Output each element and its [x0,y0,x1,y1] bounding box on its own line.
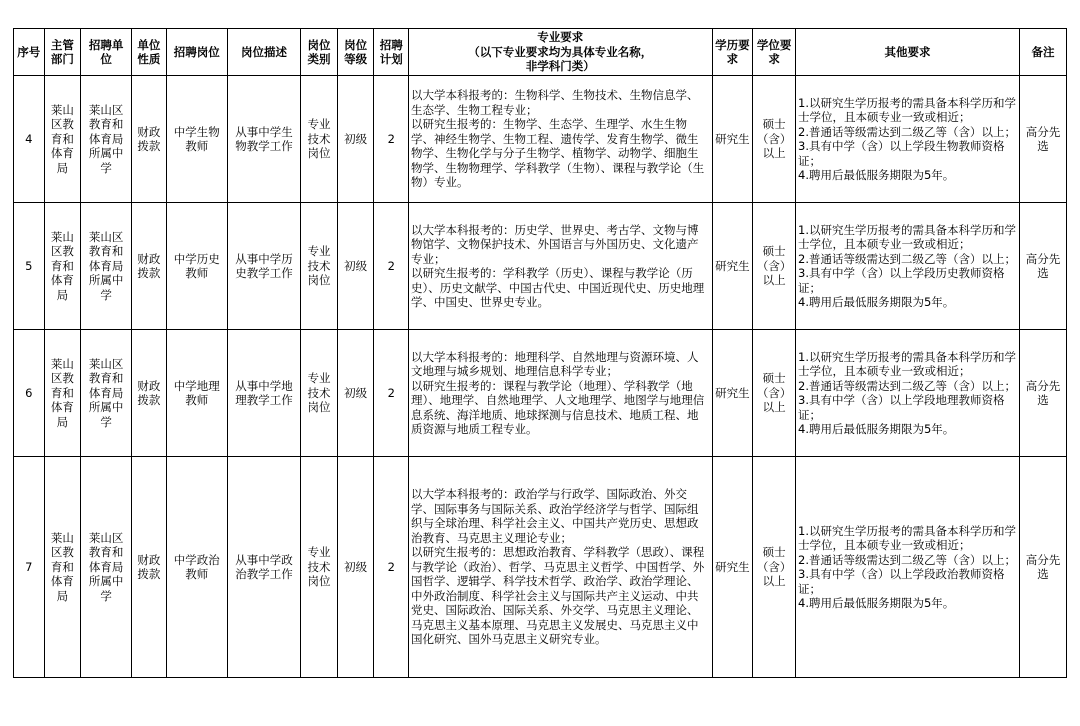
cell-degree: 硕士（含）以上 [753,76,796,203]
cell-dept: 莱山区教育和体育局 [44,203,81,330]
cell-other: 1.以研究生学历报考的需具备本科学历和学士学位，且本硕专业一致或相近； 2.普通话等级需达到二级乙等（含）以上； 3.具有中学（含）以上学段地理教师资格证； 4.聘用后最低服务期限为5年。 [796,330,1020,457]
header-desc: 岗位描述 [227,29,300,76]
cell-seq: 6 [14,330,45,457]
cell-post: 中学生物教师 [166,76,227,203]
header-major-line2: （以下专业要求均为具体专业名称， [468,44,653,59]
table-row [14,203,1067,330]
header-dept: 主管部门 [44,29,81,76]
cell-level: 初级 [337,457,374,678]
cell-note: 高分先选 [1020,457,1067,678]
cell-post: 中学地理教师 [166,330,227,457]
cell-nature: 财政拨款 [132,457,167,678]
table-row [14,457,1067,678]
cell-post: 中学政治教师 [166,457,227,678]
cell-degree: 硕士（含）以上 [753,203,796,330]
header-degree: 学位要求 [753,29,796,76]
cell-note: 高分先选 [1020,76,1067,203]
cell-plan: 2 [374,76,409,203]
cell-unit: 莱山区教育和体育局所属中学 [81,76,132,203]
cell-degree: 硕士（含）以上 [753,330,796,457]
cell-plan: 2 [374,203,409,330]
cell-post: 中学历史教师 [166,203,227,330]
cell-edu: 研究生 [712,203,753,330]
cell-unit: 莱山区教育和体育局所属中学 [81,457,132,678]
cell-other: 1.以研究生学历报考的需具备本科学历和学士学位，且本硕专业一致或相近； 2.普通话等级需达到二级乙等（含）以上； 3.具有中学（含）以上学段生物教师资格证； 4.聘用后最低服务期限为5年。 [796,76,1020,203]
header-row [14,29,1067,76]
cell-edu: 研究生 [712,457,753,678]
table-row [14,330,1067,457]
cell-unit: 莱山区教育和体育局所属中学 [81,330,132,457]
cell-degree: 硕士（含）以上 [753,457,796,678]
cell-major: 以大学本科报考的：生物科学、生物技术、生物信息学、生态学、生物工程专业； 以研究生报考的：生物学、生态学、生理学、水生生物学、神经生物学、生物工程、遗传学、发育生物学、微生物学、生物化学与分子生物学、植物学、动物学、细胞生物学、生物物理学、学科教学（生物）、课程与教学论（生物）专业。 [409,76,712,203]
cell-level: 初级 [337,203,374,330]
header-major [409,29,712,76]
header-seq: 序号 [14,29,45,76]
header-post: 招聘岗位 [166,29,227,76]
cell-category: 专业技术岗位 [301,330,338,457]
header-note: 备注 [1020,29,1067,76]
cell-unit: 莱山区教育和体育局所属中学 [81,203,132,330]
cell-major: 以大学本科报考的：地理科学、自然地理与资源环境、人文地理与城乡规划、地理信息科学专业； 以研究生报考的：课程与教学论（地理）、学科教学（地理）、地理学、自然地理学、人文地理学、地图学与地理信息系统、海洋地质、地球探测与信息技术、地质工程、地质资源与地质工程专业。 [409,330,712,457]
cell-seq: 7 [14,457,45,678]
cell-nature: 财政拨款 [132,330,167,457]
header-edu: 学历要求 [712,29,753,76]
cell-plan: 2 [374,457,409,678]
cell-nature: 财政拨款 [132,203,167,330]
header-unit: 招聘单位 [81,29,132,76]
cell-desc: 从事中学历史教学工作 [227,203,300,330]
header-category: 岗位类别 [301,29,338,76]
cell-desc: 从事中学地理教学工作 [227,330,300,457]
cell-other: 1.以研究生学历报考的需具备本科学历和学士学位，且本硕专业一致或相近； 2.普通话等级需达到二级乙等（含）以上； 3.具有中学（含）以上学段历史教师资格证； 4.聘用后最低服务期限为5年。 [796,203,1020,330]
cell-dept: 莱山区教育和体育局 [44,76,81,203]
cell-category: 专业技术岗位 [301,457,338,678]
header-plan: 招聘计划 [374,29,409,76]
cell-category: 专业技术岗位 [301,203,338,330]
cell-major: 以大学本科报考的：政治学与行政学、国际政治、外交学、国际事务与国际关系、政治学经济学与哲学、国际组织与全球治理、科学社会主义、中国共产党历史、思想政治教育、马克思主义理论专业； 以研究生报考的：思想政治教育、学科教学（思政）、课程与教学论（政治）、哲学、马克思主义哲学、中国哲学、外国哲学、逻辑学、科学技术哲学、政治学、政治学理论、中外政治制度、科学社会主义与国际共产主义运动、中共党史、国际政治、国际关系、外交学、马克思主义理论、马克思主义基本原理、马克思主义发展史、马克思主义中国化研究、国外马克思主义研究专业。 [409,457,712,678]
cell-desc: 从事中学生物教学工作 [227,76,300,203]
cell-desc: 从事中学政治教学工作 [227,457,300,678]
cell-level: 初级 [337,76,374,203]
cell-major: 以大学本科报考的：历史学、世界史、考古学、文物与博物馆学、文物保护技术、外国语言与外国历史、文化遗产专业； 以研究生报考的：学科教学（历史）、课程与教学论（历史）、历史文献学、中国古代史、中国近现代史、历史地理学、中国史、世界史专业。 [409,203,712,330]
header-major-line3: 非学科门类） [525,59,595,74]
cell-seq: 4 [14,76,45,203]
cell-level: 初级 [337,330,374,457]
cell-dept: 莱山区教育和体育局 [44,457,81,678]
header-other: 其他要求 [796,29,1020,76]
header-nature: 单位性质 [132,29,167,76]
cell-category: 专业技术岗位 [301,76,338,203]
recruitment-table [13,28,1067,678]
cell-nature: 财政拨款 [132,76,167,203]
cell-plan: 2 [374,330,409,457]
header-major-line1: 专业要求 [537,30,584,45]
cell-seq: 5 [14,203,45,330]
table-row [14,76,1067,203]
cell-other: 1.以研究生学历报考的需具备本科学历和学士学位，且本硕专业一致或相近； 2.普通话等级需达到二级乙等（含）以上； 3.具有中学（含）以上学段政治教师资格证； 4.聘用后最低服务期限为5年。 [796,457,1020,678]
cell-edu: 研究生 [712,76,753,203]
cell-dept: 莱山区教育和体育局 [44,330,81,457]
cell-note: 高分先选 [1020,330,1067,457]
cell-note: 高分先选 [1020,203,1067,330]
header-level: 岗位等级 [337,29,374,76]
cell-edu: 研究生 [712,330,753,457]
